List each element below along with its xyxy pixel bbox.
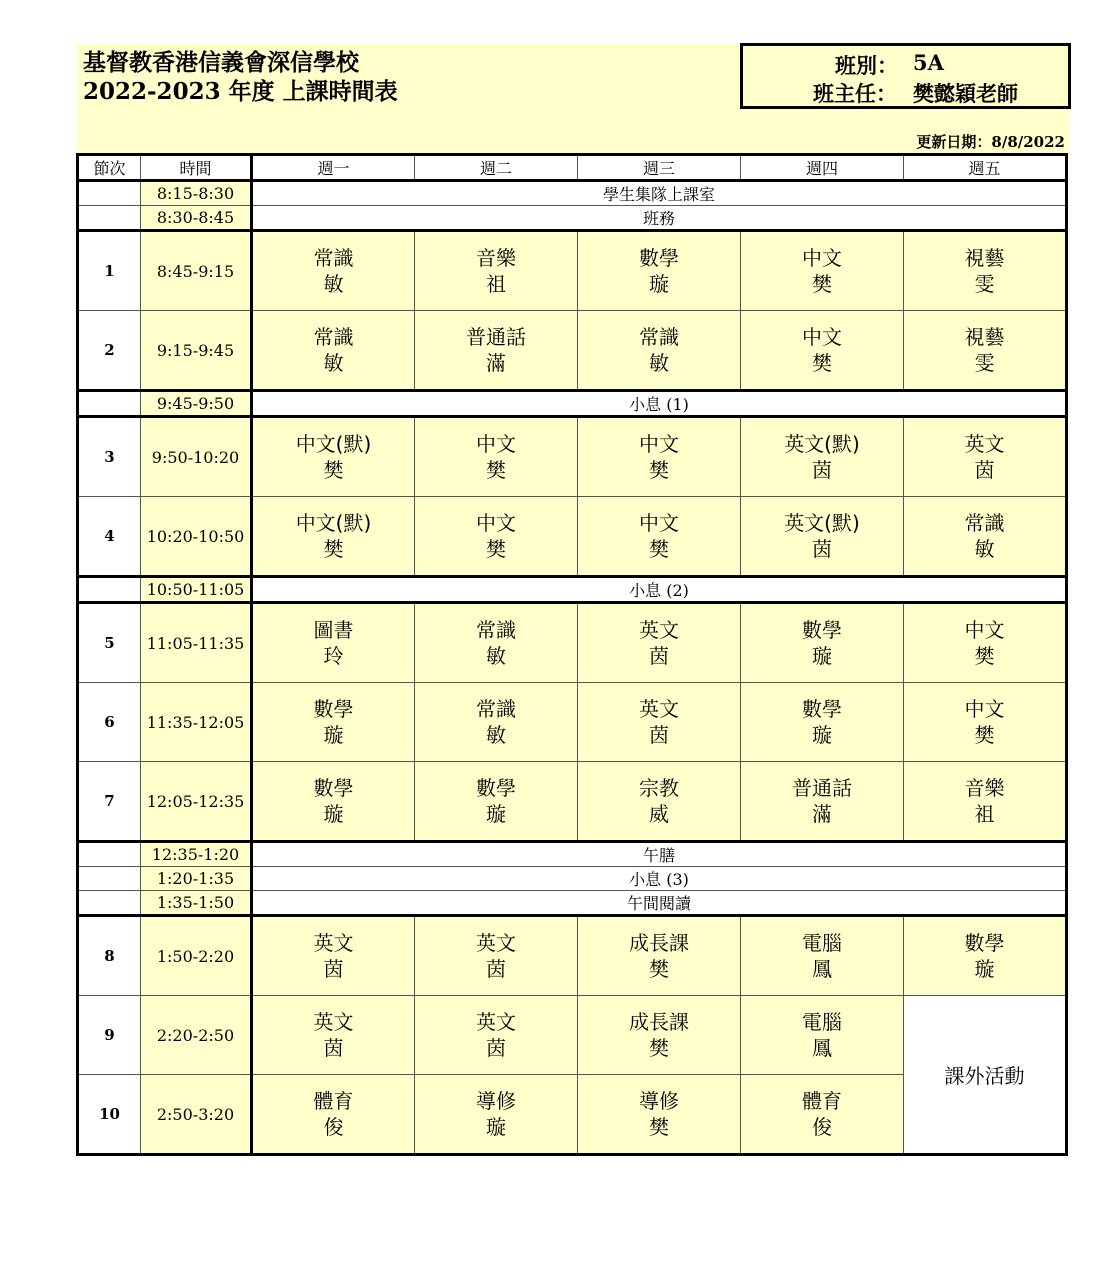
lesson-cell bbox=[578, 231, 741, 311]
teacher-value: 樊懿穎老師 bbox=[913, 81, 1018, 106]
class-info-box bbox=[740, 43, 1071, 109]
lesson-cell bbox=[741, 683, 904, 762]
lesson-cell bbox=[578, 417, 741, 497]
teacher: 滿 bbox=[812, 802, 832, 826]
teacher-label: 班主任： bbox=[813, 81, 897, 106]
lesson-cell bbox=[578, 996, 741, 1075]
teacher: 祖 bbox=[974, 802, 995, 826]
lesson-cell bbox=[904, 683, 1067, 762]
teacher: 樊 bbox=[812, 351, 832, 375]
teacher: 樊 bbox=[323, 458, 344, 482]
period-row bbox=[78, 497, 1067, 577]
special-event: 午膳 bbox=[252, 842, 1067, 867]
subject: 數學 bbox=[313, 776, 354, 800]
lesson-cell bbox=[741, 996, 904, 1075]
teacher: 璇 bbox=[649, 272, 669, 296]
period-row bbox=[78, 762, 1067, 842]
teacher: 茵 bbox=[323, 1036, 344, 1060]
school-name: 基督教香港信義會深信學校 bbox=[83, 49, 359, 76]
subject: 英文(默) bbox=[784, 432, 860, 456]
teacher: 敏 bbox=[323, 272, 344, 296]
subject: 常識 bbox=[476, 697, 516, 721]
lesson-cell bbox=[904, 916, 1067, 996]
teacher: 璇 bbox=[812, 723, 832, 747]
period-time: 9:15-9:45 bbox=[141, 311, 252, 391]
subject: 中文 bbox=[476, 432, 516, 456]
special-event: 小息 (1) bbox=[252, 391, 1067, 417]
lesson-cell bbox=[252, 1075, 415, 1155]
period-empty bbox=[78, 206, 141, 231]
lesson-cell bbox=[578, 311, 741, 391]
teacher: 茵 bbox=[812, 458, 832, 482]
teacher: 茵 bbox=[649, 644, 669, 668]
special-time: 8:30-8:45 bbox=[141, 206, 252, 231]
lesson-cell bbox=[904, 603, 1067, 683]
lesson-cell bbox=[578, 497, 741, 577]
period-number: 8 bbox=[78, 916, 141, 996]
period-time: 2:50-3:20 bbox=[141, 1075, 252, 1155]
period-time: 2:20-2:50 bbox=[141, 996, 252, 1075]
teacher: 樊 bbox=[649, 1115, 669, 1139]
lesson-cell bbox=[741, 231, 904, 311]
subject: 成長課 bbox=[629, 1010, 689, 1034]
lesson-cell bbox=[578, 762, 741, 842]
subject: 數學 bbox=[964, 931, 1005, 955]
subject: 英文(默) bbox=[784, 511, 860, 535]
teacher: 玲 bbox=[323, 644, 344, 668]
teacher: 樊 bbox=[649, 537, 669, 561]
subject: 英文 bbox=[964, 432, 1005, 456]
subject: 數學 bbox=[313, 697, 354, 721]
col-header-period: 節次 bbox=[78, 155, 141, 181]
subject: 音樂 bbox=[476, 246, 516, 270]
subject: 中文(默) bbox=[295, 432, 372, 456]
subject: 英文 bbox=[476, 931, 516, 955]
lesson-cell bbox=[252, 231, 415, 311]
period-time: 8:45-9:15 bbox=[141, 231, 252, 311]
period-empty bbox=[78, 181, 141, 206]
period-row bbox=[78, 603, 1067, 683]
period-row bbox=[78, 916, 1067, 996]
special-time: 9:45-9:50 bbox=[141, 391, 252, 417]
lesson-cell bbox=[252, 311, 415, 391]
teacher: 滿 bbox=[486, 351, 506, 375]
lesson-cell bbox=[904, 762, 1067, 842]
extra-activity-cell: 課外活動 bbox=[904, 996, 1067, 1155]
subject: 數學 bbox=[802, 618, 842, 642]
col-header-thu: 週四 bbox=[741, 155, 904, 181]
special-time: 10:50-11:05 bbox=[141, 577, 252, 603]
subject: 宗教 bbox=[639, 776, 679, 800]
class-value: 5A bbox=[913, 50, 944, 75]
special-row bbox=[78, 181, 1067, 206]
period-time: 10:20-10:50 bbox=[141, 497, 252, 577]
col-header-tue: 週二 bbox=[415, 155, 578, 181]
special-event: 午間閱讀 bbox=[252, 891, 1067, 916]
special-event: 小息 (3) bbox=[252, 867, 1067, 891]
teacher: 樊 bbox=[974, 644, 995, 668]
lesson-cell bbox=[415, 231, 578, 311]
subject: 體育 bbox=[313, 1089, 354, 1113]
lesson-cell bbox=[415, 311, 578, 391]
teacher: 茵 bbox=[323, 957, 344, 981]
period-time: 9:50-10:20 bbox=[141, 417, 252, 497]
teacher: 璇 bbox=[323, 723, 344, 747]
period-number: 10 bbox=[78, 1075, 141, 1155]
teacher: 俊 bbox=[812, 1115, 832, 1139]
lesson-cell bbox=[741, 1075, 904, 1155]
subject: 數學 bbox=[802, 697, 842, 721]
period-row bbox=[78, 417, 1067, 497]
teacher: 茵 bbox=[486, 1036, 506, 1060]
subject: 成長課 bbox=[629, 931, 689, 955]
lesson-cell bbox=[415, 417, 578, 497]
teacher: 璇 bbox=[974, 957, 995, 981]
subject: 英文 bbox=[639, 697, 679, 721]
col-header-fri: 週五 bbox=[904, 155, 1067, 181]
subject: 常識 bbox=[964, 511, 1005, 535]
lesson-cell bbox=[578, 916, 741, 996]
lesson-cell bbox=[578, 683, 741, 762]
lesson-cell bbox=[415, 996, 578, 1075]
period-number: 6 bbox=[78, 683, 141, 762]
update-date bbox=[916, 131, 1065, 152]
subject: 英文 bbox=[639, 618, 679, 642]
period-empty bbox=[78, 891, 141, 916]
period-empty bbox=[78, 867, 141, 891]
special-row bbox=[78, 206, 1067, 231]
special-event: 小息 (2) bbox=[252, 577, 1067, 603]
subject: 視藝 bbox=[964, 246, 1005, 270]
teacher: 樊 bbox=[974, 723, 995, 747]
lesson-cell bbox=[252, 916, 415, 996]
special-time: 1:35-1:50 bbox=[141, 891, 252, 916]
subject: 普通話 bbox=[792, 776, 852, 800]
special-event: 學生集隊上課室 bbox=[252, 181, 1067, 206]
lesson-cell bbox=[741, 311, 904, 391]
subject: 視藝 bbox=[964, 325, 1005, 349]
subject: 常識 bbox=[476, 618, 516, 642]
subject: 英文 bbox=[476, 1010, 516, 1034]
update-label: 更新日期： bbox=[916, 133, 992, 151]
teacher: 雯 bbox=[974, 272, 995, 296]
subject: 中文 bbox=[476, 511, 516, 535]
subject: 常識 bbox=[639, 325, 679, 349]
teacher: 敏 bbox=[323, 351, 344, 375]
subject: 導修 bbox=[476, 1089, 516, 1113]
teacher: 威 bbox=[649, 802, 669, 826]
lesson-cell bbox=[415, 762, 578, 842]
period-number: 2 bbox=[78, 311, 141, 391]
lesson-cell bbox=[252, 603, 415, 683]
special-row bbox=[78, 891, 1067, 916]
subject: 數學 bbox=[639, 246, 679, 270]
subject: 英文 bbox=[313, 931, 354, 955]
teacher: 樊 bbox=[649, 458, 669, 482]
lesson-cell bbox=[415, 497, 578, 577]
lesson-cell bbox=[252, 417, 415, 497]
subject: 常識 bbox=[313, 325, 354, 349]
col-header-wed: 週三 bbox=[578, 155, 741, 181]
lesson-cell bbox=[252, 683, 415, 762]
teacher: 敏 bbox=[649, 351, 669, 375]
subject: 圖書 bbox=[313, 618, 354, 642]
period-number: 1 bbox=[78, 231, 141, 311]
special-event: 班務 bbox=[252, 206, 1067, 231]
teacher: 敏 bbox=[486, 644, 506, 668]
lesson-cell bbox=[741, 916, 904, 996]
period-empty bbox=[78, 577, 141, 603]
subject: 中文 bbox=[802, 246, 842, 270]
teacher: 璇 bbox=[812, 644, 832, 668]
teacher: 茵 bbox=[812, 537, 832, 561]
period-number: 7 bbox=[78, 762, 141, 842]
subject: 電腦 bbox=[802, 931, 842, 955]
period-row bbox=[78, 231, 1067, 311]
lesson-cell bbox=[904, 311, 1067, 391]
teacher: 樊 bbox=[486, 458, 506, 482]
special-row bbox=[78, 842, 1067, 867]
subject: 英文 bbox=[313, 1010, 354, 1034]
lesson-cell bbox=[252, 996, 415, 1075]
subject: 普通話 bbox=[466, 325, 526, 349]
timetable bbox=[76, 153, 1068, 1156]
subject: 中文 bbox=[802, 325, 842, 349]
teacher: 鳳 bbox=[812, 1036, 832, 1060]
header-row bbox=[78, 155, 1067, 181]
lesson-cell bbox=[415, 916, 578, 996]
teacher: 茵 bbox=[486, 957, 506, 981]
teacher: 樊 bbox=[649, 1036, 669, 1060]
teacher: 雯 bbox=[974, 351, 995, 375]
period-number: 4 bbox=[78, 497, 141, 577]
col-header-time: 時間 bbox=[141, 155, 252, 181]
year-title: 2022-2023 年度 上課時間表 bbox=[83, 78, 398, 105]
subject: 常識 bbox=[313, 246, 354, 270]
subject: 中文(默) bbox=[295, 511, 372, 535]
period-time: 1:50-2:20 bbox=[141, 916, 252, 996]
teacher: 鳳 bbox=[812, 957, 832, 981]
lesson-cell bbox=[741, 603, 904, 683]
update-value: 8/8/2022 bbox=[991, 133, 1065, 151]
period-time: 11:05-11:35 bbox=[141, 603, 252, 683]
special-time: 1:20-1:35 bbox=[141, 867, 252, 891]
special-time: 8:15-8:30 bbox=[141, 181, 252, 206]
teacher: 祖 bbox=[486, 272, 506, 296]
lesson-cell bbox=[741, 762, 904, 842]
lesson-cell bbox=[415, 683, 578, 762]
lesson-cell bbox=[578, 1075, 741, 1155]
subject: 數學 bbox=[476, 776, 516, 800]
subject: 音樂 bbox=[964, 776, 1005, 800]
teacher: 樊 bbox=[649, 957, 669, 981]
subject: 體育 bbox=[802, 1089, 842, 1113]
lesson-cell bbox=[741, 417, 904, 497]
period-empty bbox=[78, 842, 141, 867]
lesson-cell bbox=[741, 497, 904, 577]
lesson-cell bbox=[904, 497, 1067, 577]
lesson-cell bbox=[415, 603, 578, 683]
school-title bbox=[83, 48, 398, 106]
teacher: 璇 bbox=[486, 1115, 506, 1139]
lesson-cell bbox=[904, 417, 1067, 497]
teacher: 俊 bbox=[323, 1115, 344, 1139]
special-row bbox=[78, 577, 1067, 603]
period-row bbox=[78, 683, 1067, 762]
class-label: 班別： bbox=[835, 53, 898, 78]
period-row bbox=[78, 996, 1067, 1075]
teacher: 樊 bbox=[812, 272, 832, 296]
subject: 中文 bbox=[639, 432, 679, 456]
teacher: 璇 bbox=[323, 802, 344, 826]
period-number: 5 bbox=[78, 603, 141, 683]
teacher: 敏 bbox=[974, 537, 995, 561]
teacher: 樊 bbox=[486, 537, 506, 561]
period-row bbox=[78, 311, 1067, 391]
period-number: 3 bbox=[78, 417, 141, 497]
lesson-cell bbox=[578, 603, 741, 683]
teacher: 茵 bbox=[649, 723, 669, 747]
period-empty bbox=[78, 391, 141, 417]
teacher: 敏 bbox=[486, 723, 506, 747]
subject: 中文 bbox=[639, 511, 679, 535]
col-header-mon: 週一 bbox=[252, 155, 415, 181]
teacher: 茵 bbox=[974, 458, 995, 482]
period-time: 11:35-12:05 bbox=[141, 683, 252, 762]
subject: 導修 bbox=[639, 1089, 679, 1113]
special-row bbox=[78, 391, 1067, 417]
lesson-cell bbox=[252, 762, 415, 842]
subject: 中文 bbox=[964, 618, 1005, 642]
special-time: 12:35-1:20 bbox=[141, 842, 252, 867]
special-row bbox=[78, 867, 1067, 891]
teacher: 璇 bbox=[486, 802, 506, 826]
teacher: 樊 bbox=[323, 537, 344, 561]
period-time: 12:05-12:35 bbox=[141, 762, 252, 842]
period-number: 9 bbox=[78, 996, 141, 1075]
lesson-cell bbox=[904, 231, 1067, 311]
lesson-cell bbox=[252, 497, 415, 577]
subject: 電腦 bbox=[802, 1010, 842, 1034]
subject: 中文 bbox=[964, 697, 1005, 721]
lesson-cell bbox=[415, 1075, 578, 1155]
